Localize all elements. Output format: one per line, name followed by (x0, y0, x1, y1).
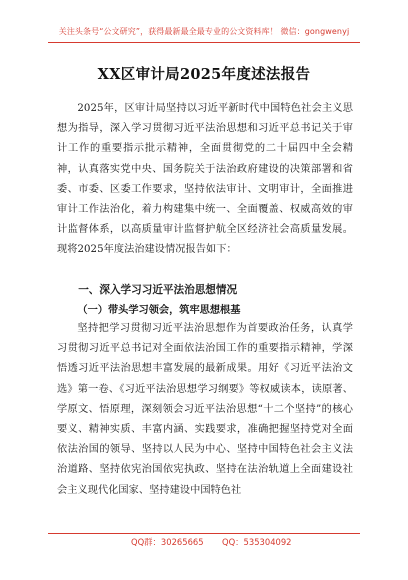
footer-divider (48, 533, 360, 534)
footer (0, 536, 408, 550)
footer-qq-group: QQ群：30265665 (131, 537, 204, 547)
section-heading: 一、深入学习习近平法治思想情况 (78, 284, 238, 296)
intro-paragraph: 2025年，区审计局坚持以习近平新时代中国特色社会主义思想为指导，深入学习贯彻习近平法治思想和习近平总书记关于审计工作的重要指示批示精神，全面贯彻党的二十届四中全会精神，认真落实党中央、国务院关于法治政府建设的决策部署和省委、市委、区委工作要求，坚持依法审计、文明审计，全面推进审计工作法治化，着力构建集中统一、全面覆盖、权威高效的审计监督体系，以高质量审计监督护航全区经济社会高质量发展。现将2025年度法治建设情况报告如下： (57, 103, 353, 256)
header-banner: 关注头条号“公文研究”，获得最新最全最专业的公文资料库！ 微信：gongwenyj (58, 27, 350, 36)
body-paragraph: 坚持把学习贯彻习近平法治思想作为首要政治任务，认真学习贯彻习近平总书记对全面依法治国工作的重要指示精神，学深悟透习近平法治思想丰富发展的最新成果。用好《习近平法治文选》第一卷、《习近平法治思想学习纲要》等权威读本，读原著、学原文、悟原理，深刻领会习近平法治思想“十二个坚持”的核心要义、精神实质、丰富内涵、实践要求，准确把握坚持党对全面依法治国的领导、坚持以人民为中心、坚持中国特色社会主义法治道路、坚持依宪治国依宪执政、坚持在法治轨道上全面建设社会主义现代化国家、坚持建设中国特色社 (57, 323, 353, 496)
header-divider (48, 42, 360, 43)
footer-qq-contact: QQ：535304092 (222, 537, 292, 547)
document-title: XX区审计局2025年度述法报告 (97, 66, 311, 83)
subsection-heading: （一）带头学习领会，筑牢思想根基 (77, 304, 241, 316)
